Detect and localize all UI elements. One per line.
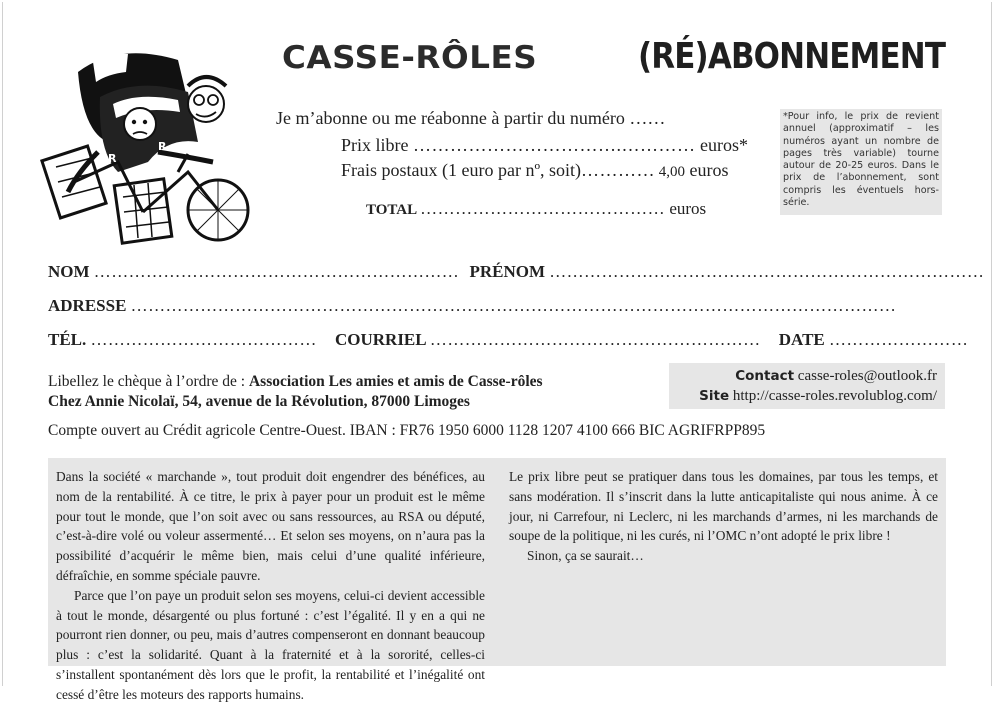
manifesto-paragraph: Sinon, ça se saurait… [527, 548, 644, 564]
tel-field[interactable]: ………………………………… [90, 330, 317, 349]
adresse-field[interactable]: …………………………………………………………………………………………………………………… [130, 296, 897, 315]
site-url[interactable]: http://casse-roles.revolublog.com/ [732, 388, 937, 404]
postage-dots: ………… [581, 160, 656, 180]
postage-line [341, 160, 729, 181]
manifesto-column-left [56, 467, 485, 702]
total-field[interactable]: …………………………………… [420, 199, 666, 218]
nom-field[interactable]: ……………………………………………………… [93, 262, 460, 281]
payment-intro: Libellez le chèque à l’ordre de : [48, 373, 249, 390]
name-row [48, 262, 984, 282]
courriel-field[interactable]: ………………………………………………… [429, 330, 761, 349]
subscription-start-line: Je m’abonne ou me réabonne à partir du numéro …… [276, 108, 666, 128]
brand-logo [282, 40, 537, 76]
brand-name-pot-letter: Ô [440, 40, 470, 76]
manifesto-paragraph: Le prix libre peut se pratiquer dans tous les domaines, par tous les temps, et sans modération. Il s’inscrit dans la lutte anticapitaliste qui nous anime. À ce jour, ni Carrefour, ni Leclerc, ni les marchands d’armes, ni les marchands de soupe de la politique, ni les curés, ni l’OMC n’ont adopté le prix libre ! [509, 469, 938, 544]
total-unit: euros [665, 199, 707, 218]
brand-name-before: CASSE-R [282, 40, 441, 76]
nom-label: NOM [48, 262, 90, 281]
svg-text:R: R [158, 140, 167, 153]
tel-label: TÉL. [48, 330, 87, 349]
manifesto-paragraph: Parce que l’on paye un produit selon ses moyens, celui-ci devient accessible à tout le monde, désargenté ou plus fortuné : c’est l’égalité. Il y en a qui ne pourront rien donner, ou peu, mais d’autres compenseront en donnant beaucoup plus : c’est la solidarité. Quant à la fraternité et à la sororité, celles-ci s’installent spontanément dès lors que le profit, la rentabilité et l’inégalité ont cessé d’être les moteurs des rapports humains. [56, 587, 485, 702]
contact-box [669, 363, 945, 409]
postage-unit: euros [685, 160, 729, 180]
postage-value: 4,00 [655, 164, 686, 180]
site-label: Site [699, 388, 730, 404]
manifesto-paragraph: Dans la société « marchande », tout produit doit engendrer des bénéfices, au nom de la rentabilité. À ce titre, le prix à payer pour un produit est le même pour tout le monde, que l’on soit avec ou sans ressources, au RSA ou député, c’est-à-dire volé ou voleur assermenté… Et selon ses moyens, on n’aura pas la possibilité d’acquérir le même bien, mais celui d’une qualité inférieure, défraîchie, en somme spéciale pauvre. [56, 469, 485, 583]
contact-fields-row [48, 330, 968, 350]
payee-address: Chez Annie Nicolaï, 54, avenue de la Révolution, 87000 Limoges [48, 393, 470, 410]
adresse-label: ADRESSE [48, 296, 127, 315]
manifesto-box [48, 458, 946, 702]
date-label: DATE [778, 330, 825, 349]
payment-instructions [48, 372, 543, 412]
price-field[interactable]: …………………………….………… [413, 135, 696, 155]
date-field[interactable]: …………………… [829, 330, 969, 349]
postage-label: Frais postaux (1 euro par nº, soit) [341, 160, 582, 180]
address-row [48, 296, 896, 316]
total-label: TOTAL [366, 202, 421, 218]
contact-email[interactable]: casse-roles@outlook.fr [797, 368, 937, 384]
brand-name-after: LES [469, 40, 538, 76]
bank-account-line: Compte ouvert au Crédit agricole Centre-Ouest. IBAN : FR76 1950 6000 1128 1207 4100 666 BIC AGRIFRPP895 [48, 422, 766, 439]
svg-text:R: R [108, 152, 117, 165]
price-label: Prix libre [341, 135, 413, 155]
price-line [341, 135, 748, 156]
cyclists-illustration [38, 42, 250, 250]
contact-label: Contact [735, 368, 795, 384]
prenom-field[interactable]: ………………………………………………………………… [549, 262, 985, 281]
payee-name: Association Les amies et amis de Casse-rôles [248, 373, 543, 390]
courriel-label: COURRIEL [334, 330, 426, 349]
price-info-note: *Pour info, le prix de revient annuel (approximatif – les numéros ayant un nombre de pages très variable) tourne autour de 20-25 euros. Dans le prix de l’abonnement, sont compris les éventuels hors-série. [780, 109, 942, 215]
manifesto-column-right [509, 467, 938, 666]
price-unit: euros* [695, 135, 748, 155]
total-line [366, 199, 706, 219]
prenom-label: PRÉNOM [469, 262, 545, 281]
page-title: (RÉ)ABONNEMENT [637, 36, 945, 77]
